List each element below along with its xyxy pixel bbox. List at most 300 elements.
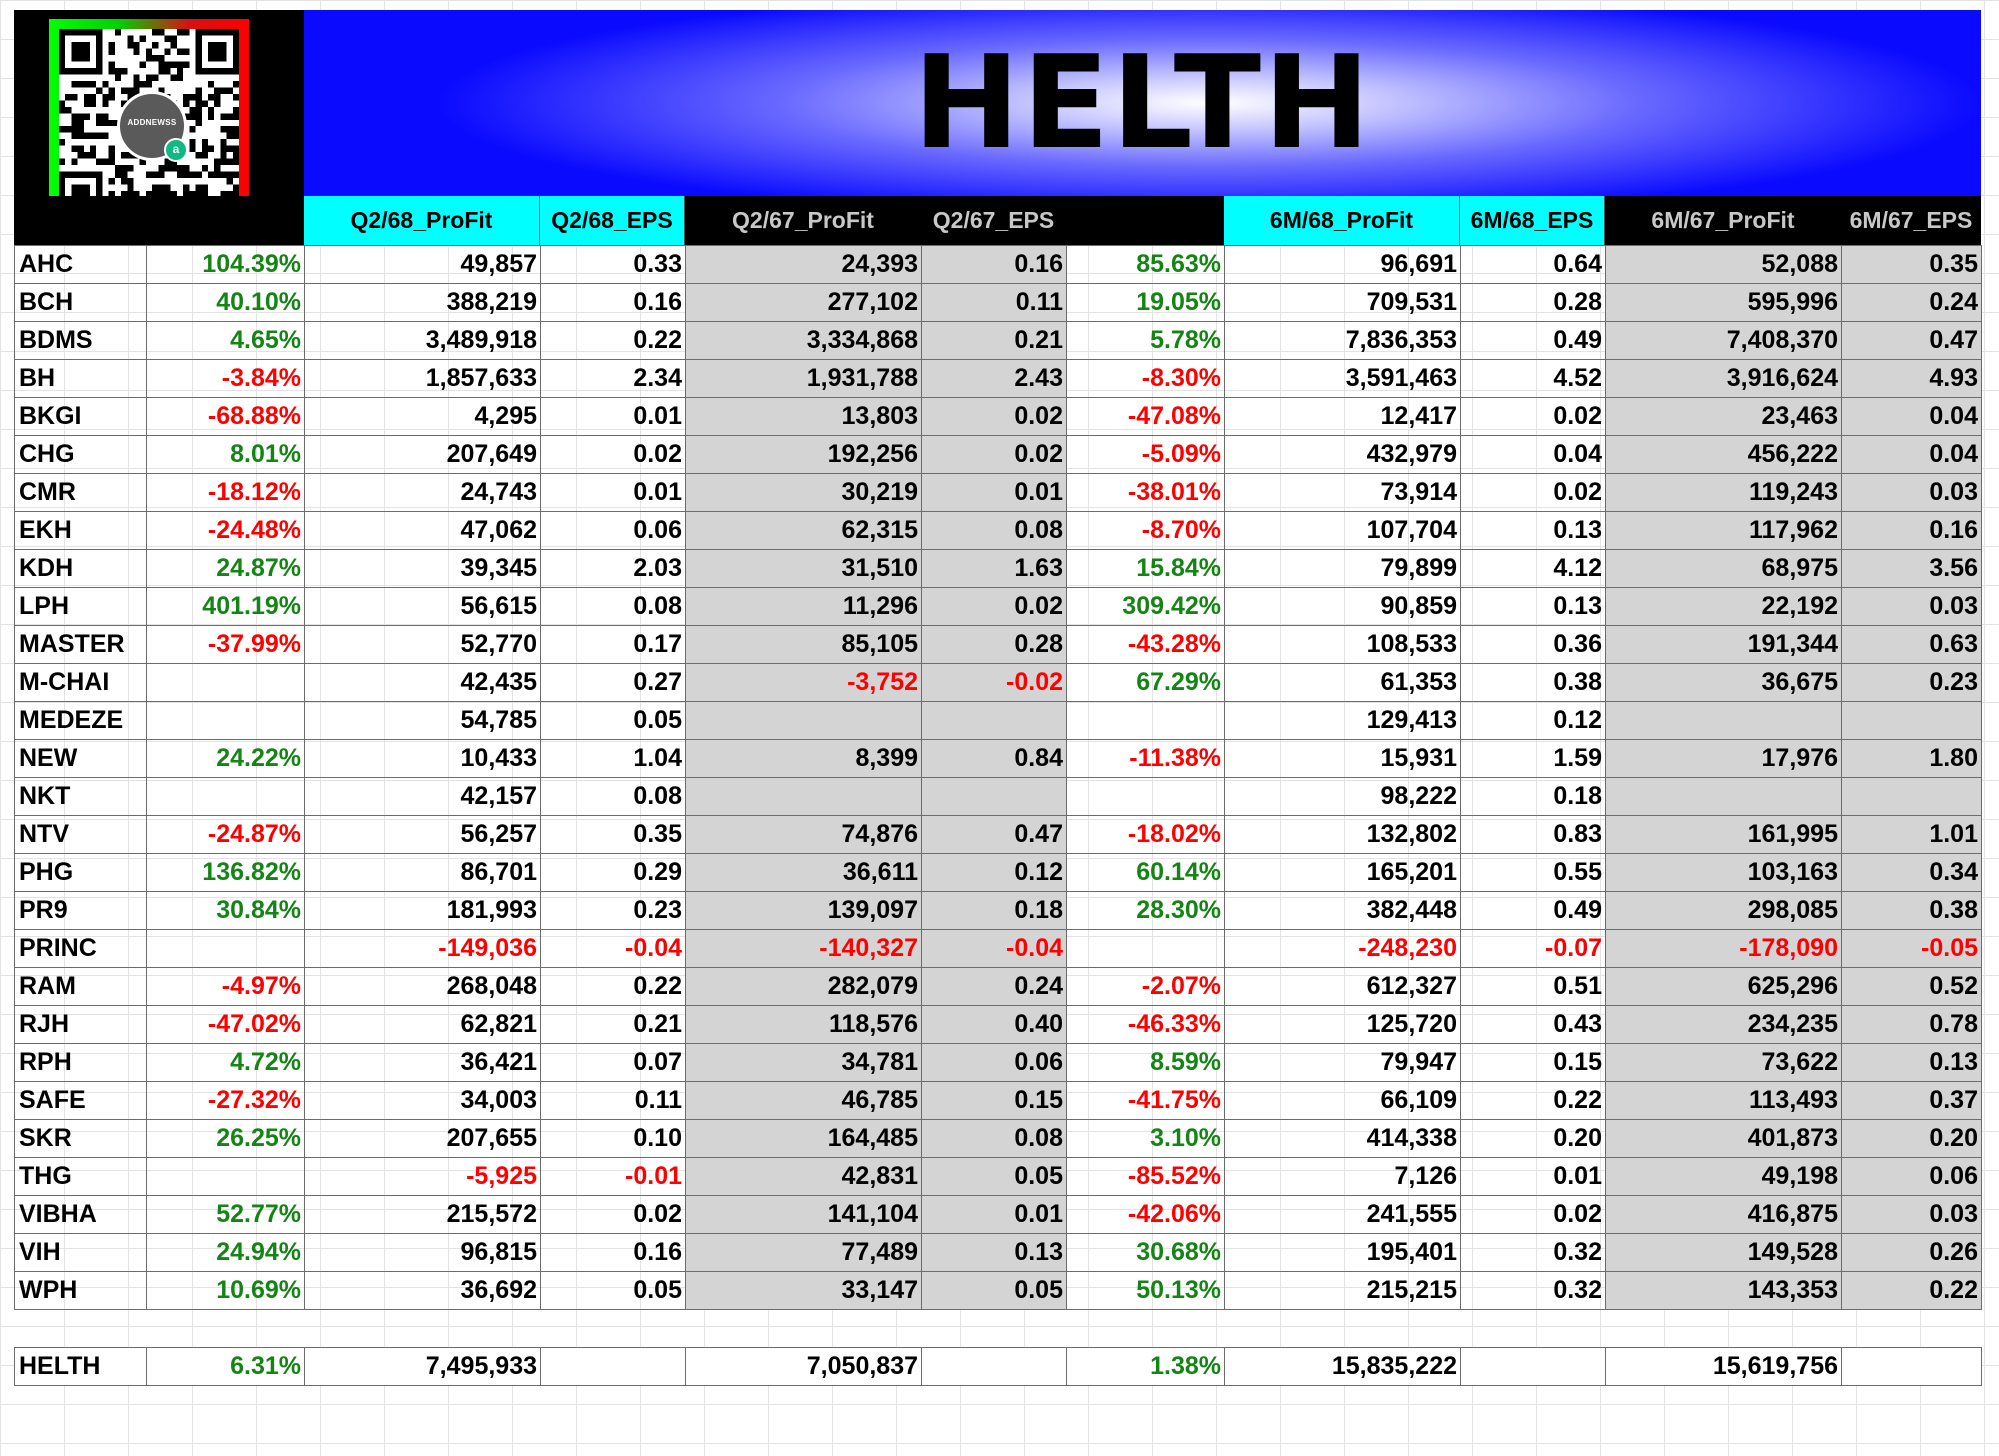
cell-6m-67-profit: 298,085 [1606, 892, 1842, 930]
cell-q2-68-eps: 1.04 [541, 740, 686, 778]
cell-6m-67-eps: -0.05 [1842, 930, 1982, 968]
cell-q2-68-eps: 0.11 [541, 1082, 686, 1120]
cell-symbol: MEDEZE [15, 702, 147, 740]
cell-q2-68-eps: 0.16 [541, 1234, 686, 1272]
cell-q2-change: -24.87% [147, 816, 305, 854]
cell-q2-change: -27.32% [147, 1082, 305, 1120]
cell-q2-67-eps: 0.40 [922, 1006, 1067, 1044]
cell-6m-67-profit: 119,243 [1606, 474, 1842, 512]
cell-q2-68-eps: 2.03 [541, 550, 686, 588]
cell-6m-change: -42.06% [1067, 1196, 1225, 1234]
cell-6m-67-profit: 161,995 [1606, 816, 1842, 854]
cell-symbol: SKR [15, 1120, 147, 1158]
table-row [15, 854, 1982, 892]
cell-q2-67-profit: 24,393 [686, 246, 922, 284]
table-row [15, 626, 1982, 664]
cell-q2-67-eps: 0.08 [922, 1120, 1067, 1158]
cell-q2-68-eps: -0.04 [541, 930, 686, 968]
cell-q2-change [147, 930, 305, 968]
cell-q2-68-profit: 36,692 [305, 1272, 541, 1310]
cell-q2-68-eps: 0.05 [541, 702, 686, 740]
cell-6m-67-eps: 1.80 [1842, 740, 1982, 778]
cell-6m-change: 85.63% [1067, 246, 1225, 284]
cell-q2-change: -37.99% [147, 626, 305, 664]
table-row [15, 740, 1982, 778]
cell-6m-68-profit: 61,353 [1225, 664, 1461, 702]
cell-q2-68-profit: 4,295 [305, 398, 541, 436]
cell-q2-67-eps: 0.01 [922, 474, 1067, 512]
cell-q2-68-eps: 0.21 [541, 1006, 686, 1044]
table-row [15, 246, 1982, 284]
cell-q2-68-eps: 0.29 [541, 854, 686, 892]
cell-symbol: BDMS [15, 322, 147, 360]
cell-6m-68-eps: 0.01 [1461, 1158, 1606, 1196]
cell-q2-change: 401.19% [147, 588, 305, 626]
cell-q2-68-profit: -149,036 [305, 930, 541, 968]
cell-q2-67-profit: 85,105 [686, 626, 922, 664]
cell-q2-68-eps: 0.02 [541, 436, 686, 474]
cell-q2-67-profit: 46,785 [686, 1082, 922, 1120]
cell-q2-change: 4.65% [147, 322, 305, 360]
cell-6m-change: -8.70% [1067, 512, 1225, 550]
cell-symbol: VIBHA [15, 1196, 147, 1234]
cell-6m-67-profit: 149,528 [1606, 1234, 1842, 1272]
cell-q2-67-profit: -3,752 [686, 664, 922, 702]
cell-6m-67-profit: 15,619,756 [1606, 1348, 1842, 1386]
cell-6m-67-eps: 0.04 [1842, 398, 1982, 436]
cell-symbol: PRINC [15, 930, 147, 968]
table-row [15, 588, 1982, 626]
cell-q2-change: -68.88% [147, 398, 305, 436]
cell-q2-68-profit: 86,701 [305, 854, 541, 892]
cell-6m-68-profit: 15,931 [1225, 740, 1461, 778]
cell-q2-change: 24.87% [147, 550, 305, 588]
cell-6m-68-eps: 0.02 [1461, 1196, 1606, 1234]
cell-6m-67-eps: 0.63 [1842, 626, 1982, 664]
cell-6m-change: 19.05% [1067, 284, 1225, 322]
table-row [15, 512, 1982, 550]
cell-6m-67-eps: 0.16 [1842, 512, 1982, 550]
cell-q2-68-profit: 24,743 [305, 474, 541, 512]
cell-q2-67-eps: 0.02 [922, 588, 1067, 626]
cell-6m-68-eps: 0.55 [1461, 854, 1606, 892]
cell-6m-68-profit: 79,947 [1225, 1044, 1461, 1082]
cell-symbol: NEW [15, 740, 147, 778]
page-title: HELTH [912, 29, 1373, 178]
cell-q2-68-profit: 39,345 [305, 550, 541, 588]
table-row [15, 816, 1982, 854]
cell-symbol: SAFE [15, 1082, 147, 1120]
cell-q2-68-eps: 0.08 [541, 588, 686, 626]
cell-q2-change: -24.48% [147, 512, 305, 550]
cell-6m-68-eps: 0.22 [1461, 1082, 1606, 1120]
cell-q2-68-eps: 2.34 [541, 360, 686, 398]
cell-6m-67-eps: 0.22 [1842, 1272, 1982, 1310]
cell-symbol: WPH [15, 1272, 147, 1310]
cell-6m-67-eps: 0.03 [1842, 474, 1982, 512]
cell-6m-67-eps [1842, 1348, 1982, 1386]
cell-6m-68-profit: 79,899 [1225, 550, 1461, 588]
cell-6m-67-profit: -178,090 [1606, 930, 1842, 968]
cell-6m-67-profit [1606, 778, 1842, 816]
cell-6m-68-profit: 612,327 [1225, 968, 1461, 1006]
table-row [15, 284, 1982, 322]
cell-6m-change: -8.30% [1067, 360, 1225, 398]
cell-q2-68-profit: -5,925 [305, 1158, 541, 1196]
cell-6m-67-profit: 595,996 [1606, 284, 1842, 322]
data-table [14, 245, 1982, 1386]
cell-6m-67-profit: 49,198 [1606, 1158, 1842, 1196]
cell-q2-67-profit: -140,327 [686, 930, 922, 968]
cell-6m-67-eps: 1.01 [1842, 816, 1982, 854]
cell-6m-68-profit: 414,338 [1225, 1120, 1461, 1158]
cell-6m-68-profit: 7,836,353 [1225, 322, 1461, 360]
cell-q2-change: 26.25% [147, 1120, 305, 1158]
cell-q2-change: -4.97% [147, 968, 305, 1006]
cell-6m-change: -43.28% [1067, 626, 1225, 664]
cell-q2-67-profit: 34,781 [686, 1044, 922, 1082]
cell-symbol: NTV [15, 816, 147, 854]
cell-q2-change: 8.01% [147, 436, 305, 474]
cell-q2-67-profit: 30,219 [686, 474, 922, 512]
cell-q2-68-eps: -0.01 [541, 1158, 686, 1196]
cell-6m-68-profit: 129,413 [1225, 702, 1461, 740]
cell-6m-68-profit: 3,591,463 [1225, 360, 1461, 398]
cell-q2-68-profit: 47,062 [305, 512, 541, 550]
table-row [15, 1120, 1982, 1158]
cell-q2-68-eps: 0.06 [541, 512, 686, 550]
table-row [15, 968, 1982, 1006]
cell-q2-67-eps: 0.02 [922, 436, 1067, 474]
cell-q2-67-profit: 13,803 [686, 398, 922, 436]
cell-symbol: EKH [15, 512, 147, 550]
cell-q2-67-profit: 139,097 [686, 892, 922, 930]
cell-symbol: CMR [15, 474, 147, 512]
cell-6m-67-eps: 0.38 [1842, 892, 1982, 930]
cell-q2-67-profit: 74,876 [686, 816, 922, 854]
cell-q2-67-profit: 7,050,837 [686, 1348, 922, 1386]
cell-6m-change: 30.68% [1067, 1234, 1225, 1272]
cell-6m-67-profit: 103,163 [1606, 854, 1842, 892]
cell-6m-67-profit: 7,408,370 [1606, 322, 1842, 360]
header-6m-68-eps: 6M/68_EPS [1460, 196, 1605, 245]
cell-6m-change: 8.59% [1067, 1044, 1225, 1082]
cell-symbol: PR9 [15, 892, 147, 930]
cell-6m-68-eps [1461, 1348, 1606, 1386]
cell-symbol: VIH [15, 1234, 147, 1272]
cell-6m-68-eps: 0.83 [1461, 816, 1606, 854]
table-row [15, 550, 1982, 588]
header-blank-2 [1066, 196, 1224, 245]
cell-6m-68-eps: 0.36 [1461, 626, 1606, 664]
cell-q2-67-eps: 0.08 [922, 512, 1067, 550]
table-row [15, 664, 1982, 702]
cell-6m-67-profit: 3,916,624 [1606, 360, 1842, 398]
cell-q2-68-profit: 3,489,918 [305, 322, 541, 360]
cell-q2-67-eps: 0.24 [922, 968, 1067, 1006]
cell-symbol: HELTH [15, 1348, 147, 1386]
cell-6m-68-eps: 0.04 [1461, 436, 1606, 474]
cell-q2-68-profit: 34,003 [305, 1082, 541, 1120]
cell-6m-68-eps: 0.15 [1461, 1044, 1606, 1082]
cell-6m-change: 15.84% [1067, 550, 1225, 588]
cell-q2-change [147, 1158, 305, 1196]
cell-q2-change: 30.84% [147, 892, 305, 930]
cell-q2-change [147, 664, 305, 702]
cell-q2-68-profit: 56,615 [305, 588, 541, 626]
cell-q2-68-eps: 0.07 [541, 1044, 686, 1082]
cell-symbol: MASTER [15, 626, 147, 664]
table-row [15, 702, 1982, 740]
cell-q2-68-eps: 0.27 [541, 664, 686, 702]
cell-6m-change: -46.33% [1067, 1006, 1225, 1044]
cell-q2-67-eps: 0.16 [922, 246, 1067, 284]
cell-q2-67-profit: 8,399 [686, 740, 922, 778]
cell-q2-68-profit: 181,993 [305, 892, 541, 930]
header-6m-68-profit: 6M/68_ProFit [1224, 196, 1460, 245]
cell-6m-67-profit: 234,235 [1606, 1006, 1842, 1044]
cell-6m-67-eps: 0.13 [1842, 1044, 1982, 1082]
spacer-row [15, 1310, 1982, 1348]
cell-q2-68-profit: 54,785 [305, 702, 541, 740]
cell-symbol: CHG [15, 436, 147, 474]
cell-6m-68-profit: 73,914 [1225, 474, 1461, 512]
cell-6m-change: -47.08% [1067, 398, 1225, 436]
cell-q2-67-eps: 0.84 [922, 740, 1067, 778]
cell-q2-68-profit: 62,821 [305, 1006, 541, 1044]
cell-q2-68-eps: 0.22 [541, 968, 686, 1006]
brand-badge-text: ADDNEWSS [127, 118, 177, 127]
table-row [15, 1006, 1982, 1044]
cell-6m-change: 1.38% [1067, 1348, 1225, 1386]
table-row [15, 778, 1982, 816]
cell-q2-67-profit: 1,931,788 [686, 360, 922, 398]
spacer-cell [15, 1310, 1982, 1348]
cell-6m-68-eps: 0.64 [1461, 246, 1606, 284]
cell-q2-change: 24.94% [147, 1234, 305, 1272]
cell-6m-68-eps: 0.38 [1461, 664, 1606, 702]
cell-q2-68-eps: 0.33 [541, 246, 686, 284]
cell-6m-67-profit: 117,962 [1606, 512, 1842, 550]
cell-6m-68-profit: 709,531 [1225, 284, 1461, 322]
cell-6m-change: 67.29% [1067, 664, 1225, 702]
cell-q2-67-profit: 192,256 [686, 436, 922, 474]
cell-6m-change [1067, 778, 1225, 816]
cell-q2-change: 24.22% [147, 740, 305, 778]
cell-q2-68-profit: 52,770 [305, 626, 541, 664]
cell-6m-67-eps: 0.06 [1842, 1158, 1982, 1196]
cell-6m-67-profit: 22,192 [1606, 588, 1842, 626]
cell-q2-68-profit: 42,157 [305, 778, 541, 816]
table-row [15, 474, 1982, 512]
cell-q2-68-profit: 7,495,933 [305, 1348, 541, 1386]
cell-6m-67-profit: 456,222 [1606, 436, 1842, 474]
cell-symbol: BH [15, 360, 147, 398]
cell-q2-68-eps: 0.01 [541, 474, 686, 512]
cell-symbol: BCH [15, 284, 147, 322]
cell-symbol: RAM [15, 968, 147, 1006]
cell-6m-68-eps: -0.07 [1461, 930, 1606, 968]
cell-symbol: NKT [15, 778, 147, 816]
table-row [15, 1234, 1982, 1272]
cell-6m-change: -18.02% [1067, 816, 1225, 854]
cell-6m-68-profit: 125,720 [1225, 1006, 1461, 1044]
header-q2-67-eps: Q2/67_EPS [921, 196, 1066, 245]
cell-q2-67-eps: 0.11 [922, 284, 1067, 322]
cell-q2-67-profit [686, 702, 922, 740]
cell-6m-67-eps: 0.23 [1842, 664, 1982, 702]
header-q2-68-eps: Q2/68_EPS [540, 196, 685, 245]
cell-6m-change: -38.01% [1067, 474, 1225, 512]
cell-q2-68-eps: 0.22 [541, 322, 686, 360]
cell-6m-68-eps: 0.51 [1461, 968, 1606, 1006]
cell-6m-68-profit: 7,126 [1225, 1158, 1461, 1196]
cell-6m-change: -11.38% [1067, 740, 1225, 778]
cell-q2-change: 52.77% [147, 1196, 305, 1234]
cell-6m-68-profit: 12,417 [1225, 398, 1461, 436]
cell-symbol: KDH [15, 550, 147, 588]
cell-symbol: THG [15, 1158, 147, 1196]
cell-6m-67-profit: 68,975 [1606, 550, 1842, 588]
cell-q2-67-eps: 0.47 [922, 816, 1067, 854]
cell-q2-67-eps: 0.05 [922, 1158, 1067, 1196]
cell-6m-67-eps: 0.26 [1842, 1234, 1982, 1272]
cell-6m-67-eps: 4.93 [1842, 360, 1982, 398]
table-row [15, 1158, 1982, 1196]
cell-symbol: M-CHAI [15, 664, 147, 702]
cell-6m-67-eps [1842, 702, 1982, 740]
cell-q2-68-profit: 207,655 [305, 1120, 541, 1158]
cell-q2-change [147, 778, 305, 816]
cell-6m-68-profit: 382,448 [1225, 892, 1461, 930]
total-row [15, 1348, 1982, 1386]
cell-q2-68-profit: 388,219 [305, 284, 541, 322]
cell-q2-68-eps: 0.35 [541, 816, 686, 854]
cell-q2-67-eps: 0.01 [922, 1196, 1067, 1234]
cell-6m-67-profit [1606, 702, 1842, 740]
cell-q2-68-eps: 0.23 [541, 892, 686, 930]
cell-q2-change: 6.31% [147, 1348, 305, 1386]
cell-q2-68-eps [541, 1348, 686, 1386]
cell-6m-68-eps: 0.28 [1461, 284, 1606, 322]
cell-6m-67-eps: 0.34 [1842, 854, 1982, 892]
cell-symbol: RPH [15, 1044, 147, 1082]
cell-q2-67-eps: 2.43 [922, 360, 1067, 398]
cell-6m-68-eps: 0.13 [1461, 588, 1606, 626]
cell-q2-68-eps: 0.17 [541, 626, 686, 664]
cell-6m-68-eps: 4.52 [1461, 360, 1606, 398]
header-q2-68-profit: Q2/68_ProFit [304, 196, 540, 245]
cell-6m-68-profit: 108,533 [1225, 626, 1461, 664]
cell-6m-67-eps: 0.03 [1842, 1196, 1982, 1234]
cell-6m-67-eps: 0.78 [1842, 1006, 1982, 1044]
cell-6m-68-profit: 165,201 [1225, 854, 1461, 892]
cell-q2-67-eps [922, 702, 1067, 740]
cell-6m-68-profit: 15,835,222 [1225, 1348, 1461, 1386]
cell-6m-68-eps: 0.12 [1461, 702, 1606, 740]
cell-6m-67-eps [1842, 778, 1982, 816]
cell-q2-68-profit: 96,815 [305, 1234, 541, 1272]
cell-6m-68-eps: 0.32 [1461, 1234, 1606, 1272]
cell-6m-68-profit: -248,230 [1225, 930, 1461, 968]
cell-q2-67-profit: 118,576 [686, 1006, 922, 1044]
cell-6m-67-eps: 0.37 [1842, 1082, 1982, 1120]
table-row [15, 322, 1982, 360]
cell-q2-change [147, 702, 305, 740]
cell-6m-67-profit: 17,976 [1606, 740, 1842, 778]
cell-q2-67-profit [686, 778, 922, 816]
cell-q2-67-profit: 11,296 [686, 588, 922, 626]
cell-q2-67-eps: 0.05 [922, 1272, 1067, 1310]
cell-6m-change: 5.78% [1067, 322, 1225, 360]
cell-q2-68-profit: 42,435 [305, 664, 541, 702]
cell-q2-change: -47.02% [147, 1006, 305, 1044]
cell-6m-68-eps: 0.43 [1461, 1006, 1606, 1044]
cell-q2-68-profit: 10,433 [305, 740, 541, 778]
cell-6m-68-profit: 195,401 [1225, 1234, 1461, 1272]
cell-q2-67-profit: 141,104 [686, 1196, 922, 1234]
table-row [15, 930, 1982, 968]
cell-symbol: RJH [15, 1006, 147, 1044]
cell-q2-68-profit: 49,857 [305, 246, 541, 284]
cell-6m-change: 60.14% [1067, 854, 1225, 892]
cell-symbol: PHG [15, 854, 147, 892]
cell-6m-change [1067, 702, 1225, 740]
cell-q2-67-profit: 36,611 [686, 854, 922, 892]
cell-6m-67-profit: 23,463 [1606, 398, 1842, 436]
header-blank [14, 196, 304, 245]
cell-6m-68-eps: 0.18 [1461, 778, 1606, 816]
cell-q2-change: 4.72% [147, 1044, 305, 1082]
cell-6m-change: -5.09% [1067, 436, 1225, 474]
cell-q2-67-eps: 0.28 [922, 626, 1067, 664]
cell-q2-67-eps: 0.12 [922, 854, 1067, 892]
table-row [15, 1272, 1982, 1310]
cell-6m-68-profit: 241,555 [1225, 1196, 1461, 1234]
cell-6m-67-profit: 113,493 [1606, 1082, 1842, 1120]
cell-q2-68-profit: 56,257 [305, 816, 541, 854]
qr-code-icon [59, 29, 239, 217]
cell-6m-67-profit: 143,353 [1606, 1272, 1842, 1310]
cell-6m-67-profit: 416,875 [1606, 1196, 1842, 1234]
cell-symbol: AHC [15, 246, 147, 284]
cell-6m-68-profit: 98,222 [1225, 778, 1461, 816]
cell-6m-67-profit: 36,675 [1606, 664, 1842, 702]
cell-6m-67-profit: 625,296 [1606, 968, 1842, 1006]
cell-6m-68-profit: 432,979 [1225, 436, 1461, 474]
title-banner [304, 10, 1981, 196]
cell-6m-68-eps: 0.49 [1461, 892, 1606, 930]
cell-6m-68-eps: 0.13 [1461, 512, 1606, 550]
table-row [15, 360, 1982, 398]
app-icon: a [164, 138, 188, 162]
cell-6m-67-profit: 73,622 [1606, 1044, 1842, 1082]
cell-6m-68-profit: 215,215 [1225, 1272, 1461, 1310]
cell-6m-change: -85.52% [1067, 1158, 1225, 1196]
cell-6m-change: 309.42% [1067, 588, 1225, 626]
cell-6m-68-eps: 1.59 [1461, 740, 1606, 778]
cell-q2-68-eps: 0.05 [541, 1272, 686, 1310]
cell-6m-68-eps: 0.20 [1461, 1120, 1606, 1158]
cell-q2-67-eps: 0.06 [922, 1044, 1067, 1082]
cell-q2-68-eps: 0.16 [541, 284, 686, 322]
table-row [15, 1196, 1982, 1234]
cell-6m-68-profit: 90,859 [1225, 588, 1461, 626]
cell-q2-67-eps: 0.21 [922, 322, 1067, 360]
cell-q2-67-profit: 282,079 [686, 968, 922, 1006]
cell-q2-67-eps: -0.04 [922, 930, 1067, 968]
cell-6m-68-profit: 66,109 [1225, 1082, 1461, 1120]
